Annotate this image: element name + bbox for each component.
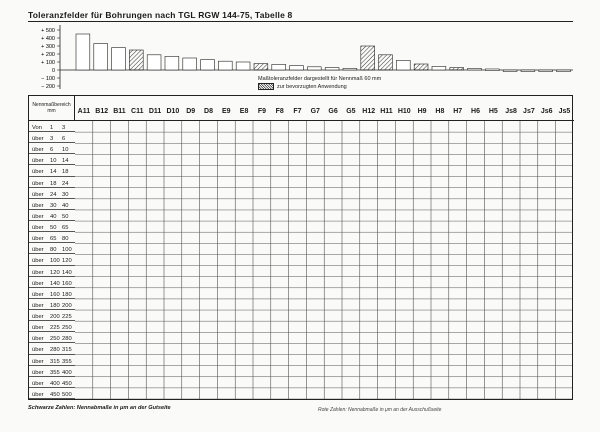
row-label-a: über bbox=[32, 358, 44, 365]
col-header-Js8: Js8 bbox=[505, 108, 517, 115]
row-label-c: 400 bbox=[62, 369, 72, 376]
row-label bbox=[29, 366, 75, 377]
bar-E9 bbox=[218, 61, 232, 70]
row-label-a: über bbox=[32, 369, 44, 376]
row-label bbox=[29, 321, 75, 332]
row-label-c: 50 bbox=[62, 213, 69, 220]
bar-D10 bbox=[165, 56, 179, 70]
row-label bbox=[29, 254, 75, 265]
bar-F9 bbox=[254, 64, 268, 70]
bar-D8 bbox=[201, 60, 215, 70]
tolerance-table bbox=[28, 95, 573, 400]
bar-G7 bbox=[307, 67, 321, 70]
row-label bbox=[29, 188, 75, 199]
row-label-c: 3 bbox=[62, 125, 66, 131]
row-label-b: 6 bbox=[50, 147, 54, 154]
row-label-b: 400 bbox=[50, 380, 60, 387]
bar-H5 bbox=[485, 69, 499, 71]
row-label bbox=[29, 165, 75, 176]
row-label bbox=[29, 154, 75, 165]
row-label-b: 100 bbox=[50, 258, 60, 265]
y-tick-label: + 500 bbox=[41, 28, 55, 34]
col-header-H5: H5 bbox=[488, 108, 498, 115]
row-label-a: über bbox=[32, 169, 44, 176]
row-label-a: über bbox=[32, 213, 44, 220]
row-label bbox=[29, 132, 75, 143]
row-label bbox=[29, 177, 75, 188]
row-label bbox=[29, 355, 75, 366]
row-label-a: über bbox=[32, 202, 44, 209]
row-label-c: 65 bbox=[62, 225, 69, 232]
row-label-a: über bbox=[32, 302, 44, 309]
row-label bbox=[29, 332, 75, 343]
row-label-c: 6 bbox=[62, 136, 66, 143]
col-header-A11: A11 bbox=[77, 108, 91, 115]
title-rule bbox=[28, 21, 573, 22]
row-label bbox=[29, 266, 75, 277]
row-label-b: 50 bbox=[50, 225, 57, 232]
footer-black-numbers: Schwarze Zahlen: Nennabmaße in μm an der Gutseite bbox=[28, 405, 171, 411]
bar-B12 bbox=[94, 44, 108, 70]
row-label-a: über bbox=[32, 391, 44, 398]
column-headers bbox=[75, 96, 574, 121]
bar-D11 bbox=[147, 55, 161, 70]
row-label-c: 500 bbox=[62, 391, 72, 398]
y-tick-label: − 100 bbox=[41, 76, 55, 82]
row-label-a: über bbox=[32, 158, 44, 165]
row-label-a: über bbox=[32, 225, 44, 232]
row-label-b: 355 bbox=[50, 369, 60, 376]
col-header-H12: H12 bbox=[362, 108, 376, 115]
row-label-a: über bbox=[32, 336, 44, 343]
bar-H6 bbox=[468, 68, 482, 70]
row-label-b: 450 bbox=[50, 391, 60, 398]
row-label-a: über bbox=[32, 380, 44, 387]
row-label-b: 120 bbox=[50, 269, 60, 276]
row-label-c: 200 bbox=[62, 302, 72, 309]
col-header-D8: D8 bbox=[204, 108, 213, 115]
row-label-c: 225 bbox=[62, 314, 72, 321]
row-label bbox=[29, 388, 75, 399]
row-label-b: 40 bbox=[50, 213, 57, 220]
legend-line-1: Maßtoleranzfelder dargestellt für Nennmaß 60 mm bbox=[258, 76, 382, 82]
col-header-H8: H8 bbox=[435, 108, 445, 115]
row-label-c: 250 bbox=[62, 325, 72, 332]
row-label-b: 250 bbox=[50, 336, 60, 343]
row-label-a: über bbox=[32, 314, 44, 321]
row-label-c: 450 bbox=[62, 380, 72, 387]
row-label bbox=[29, 121, 75, 132]
row-label-a: über bbox=[32, 347, 44, 354]
row-label-a: über bbox=[32, 136, 44, 143]
bar-H9 bbox=[414, 64, 428, 70]
bar-F7 bbox=[290, 66, 304, 70]
row-label-b: 200 bbox=[50, 314, 60, 321]
row-label bbox=[29, 288, 75, 299]
row-label-a: über bbox=[32, 147, 44, 154]
chart-legend bbox=[258, 75, 381, 91]
row-label bbox=[29, 377, 75, 388]
bar-B11 bbox=[112, 48, 126, 70]
row-label bbox=[29, 221, 75, 232]
row-label bbox=[29, 299, 75, 310]
col-header-F8: F8 bbox=[275, 108, 284, 115]
bar-Js7 bbox=[521, 70, 535, 72]
row-label-a: über bbox=[32, 291, 44, 298]
row-label-a: über bbox=[32, 247, 44, 254]
y-tick-label: + 300 bbox=[41, 44, 55, 50]
row-label bbox=[29, 277, 75, 288]
bar-G6 bbox=[325, 68, 339, 70]
bar-H11 bbox=[379, 55, 393, 70]
row-label bbox=[29, 199, 75, 210]
col-header-E9: E9 bbox=[222, 108, 231, 115]
row-label-b: 1 bbox=[50, 125, 54, 131]
row-label-b: 65 bbox=[50, 236, 57, 243]
bar-H12 bbox=[361, 46, 375, 70]
row-label bbox=[29, 232, 75, 243]
row-label-a: über bbox=[32, 191, 44, 198]
bar-D9 bbox=[183, 58, 197, 70]
row-label bbox=[29, 343, 75, 354]
row-label-c: 100 bbox=[62, 247, 72, 254]
bar-E8 bbox=[236, 62, 250, 70]
col-header-Js7: Js7 bbox=[523, 108, 535, 115]
bar-H7 bbox=[450, 68, 464, 70]
row-label-a: Von bbox=[32, 125, 42, 131]
row-label-c: 160 bbox=[62, 280, 72, 287]
col-header-H11: H11 bbox=[380, 108, 393, 115]
row-label-c: 18 bbox=[62, 169, 69, 176]
y-tick-label: 0 bbox=[51, 68, 55, 74]
row-label-a: über bbox=[32, 180, 44, 187]
legend-swatch-icon bbox=[258, 83, 274, 90]
row-label-b: 315 bbox=[50, 358, 60, 365]
row-label-b: 140 bbox=[50, 280, 60, 287]
y-tick-label: − 200 bbox=[41, 84, 55, 90]
row-label bbox=[29, 243, 75, 254]
value-grid bbox=[75, 121, 572, 399]
row-label-b: 280 bbox=[50, 347, 60, 354]
bar-Js8 bbox=[503, 70, 517, 72]
row-label-c: 180 bbox=[62, 291, 72, 298]
bar-H10 bbox=[396, 60, 410, 70]
bar-G5 bbox=[343, 68, 357, 70]
col-header-B12: B12 bbox=[95, 108, 109, 115]
footer-red-numbers: Rote Zahlen: Nennabmaße in μm an der Ausschußseite bbox=[318, 407, 442, 413]
row-label-c: 40 bbox=[62, 202, 69, 209]
col-header-C11: C11 bbox=[131, 108, 144, 115]
row-label-a: über bbox=[32, 325, 44, 332]
col-header-D9: D9 bbox=[186, 108, 196, 115]
bar-Js5 bbox=[557, 70, 571, 72]
bar-Js6 bbox=[539, 70, 553, 72]
header-nominal-range: Nennmaßbereich mm bbox=[29, 96, 75, 121]
row-label-c: 355 bbox=[62, 358, 72, 365]
row-label-b: 30 bbox=[50, 202, 57, 209]
col-header-D10: D10 bbox=[166, 108, 180, 115]
col-header-H7: H7 bbox=[453, 108, 463, 115]
row-label bbox=[29, 210, 75, 221]
page-title: Toleranzfelder für Bohrungen nach TGL RGW 144-75, Tabelle 8 bbox=[28, 10, 293, 20]
row-label-c: 14 bbox=[62, 158, 69, 165]
col-header-H9: H9 bbox=[417, 108, 427, 115]
y-tick-label: + 100 bbox=[41, 60, 55, 66]
row-label-b: 80 bbox=[50, 247, 57, 254]
row-label-b: 14 bbox=[50, 169, 57, 176]
row-label-b: 10 bbox=[50, 158, 57, 165]
row-label-c: 80 bbox=[62, 236, 69, 243]
col-header-H6: H6 bbox=[471, 108, 480, 115]
legend-line-2: zur bevorzugten Anwendung bbox=[277, 84, 347, 90]
row-label-c: 120 bbox=[62, 258, 72, 265]
col-header-G7: G7 bbox=[310, 108, 320, 115]
row-label-a: über bbox=[32, 280, 44, 287]
row-label-b: 3 bbox=[50, 136, 54, 143]
y-tick-label: + 200 bbox=[41, 52, 55, 58]
col-header-E8: E8 bbox=[239, 108, 249, 115]
row-label-b: 18 bbox=[50, 180, 57, 187]
bar-H8 bbox=[432, 66, 446, 70]
col-header-Js5: Js5 bbox=[558, 108, 571, 115]
row-label-a: über bbox=[32, 236, 44, 243]
row-label-c: 315 bbox=[62, 347, 72, 354]
col-header-Js6: Js6 bbox=[540, 108, 553, 115]
col-header-F7: F7 bbox=[293, 108, 302, 115]
row-label-c: 280 bbox=[62, 336, 72, 343]
bar-F8 bbox=[272, 64, 286, 70]
bar-A11 bbox=[76, 34, 90, 70]
bar-C11 bbox=[129, 50, 143, 70]
row-label-a: über bbox=[32, 269, 44, 276]
row-label-b: 24 bbox=[50, 191, 57, 198]
col-header-G6: G6 bbox=[328, 108, 338, 115]
row-label-c: 140 bbox=[62, 269, 72, 276]
row-label-c: 30 bbox=[62, 191, 69, 198]
row-label-a: über bbox=[32, 258, 44, 265]
col-header-H10: H10 bbox=[397, 108, 411, 115]
col-header-D11: D11 bbox=[148, 108, 162, 115]
row-label bbox=[29, 310, 75, 321]
row-label bbox=[29, 143, 75, 154]
row-label-b: 225 bbox=[50, 325, 60, 332]
col-header-B11: B11 bbox=[113, 108, 126, 115]
row-label-c: 24 bbox=[62, 180, 69, 187]
col-header-G5: G5 bbox=[346, 108, 356, 115]
y-tick-label: + 400 bbox=[41, 36, 55, 42]
row-label-b: 180 bbox=[50, 302, 60, 309]
col-header-F9: F9 bbox=[257, 108, 266, 115]
row-label-c: 10 bbox=[62, 147, 69, 154]
row-label-b: 160 bbox=[50, 291, 60, 298]
